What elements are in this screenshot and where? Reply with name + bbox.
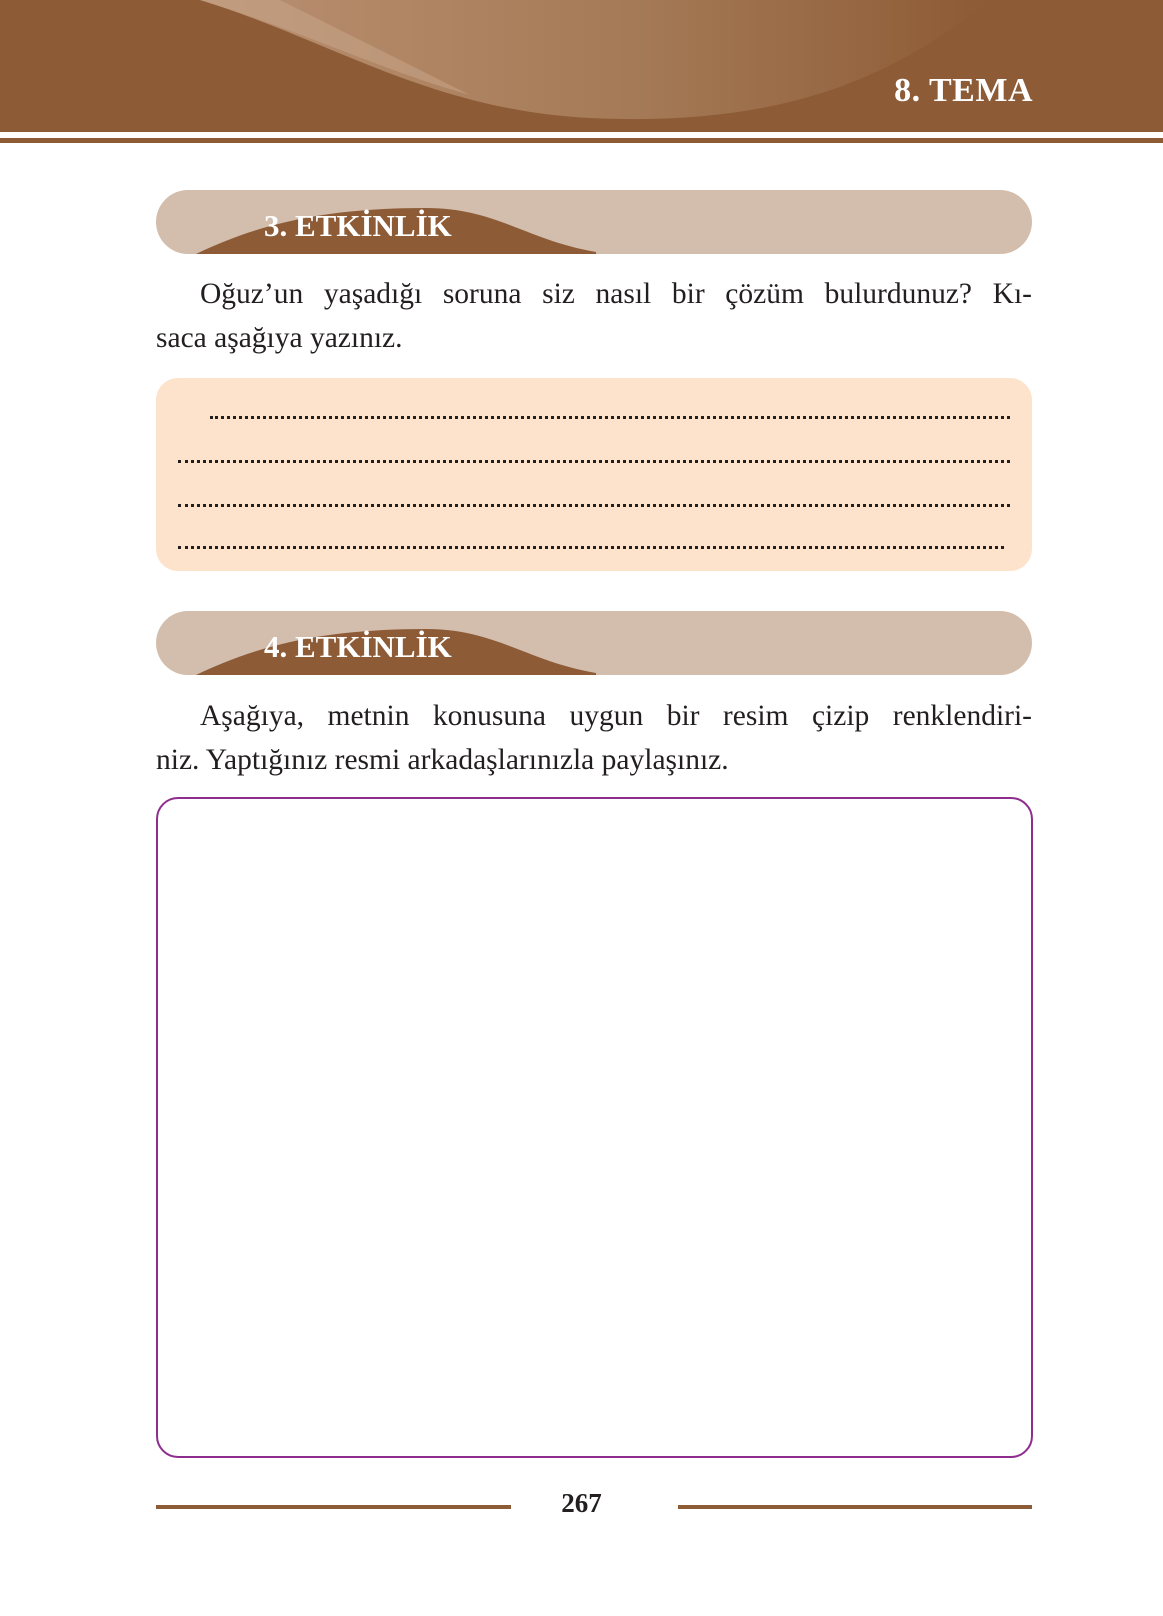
- activity-3-instruction: [156, 272, 1032, 360]
- activity-4-instruction-line-2: niz. Yaptığınız resmi arkadaşlarınızla paylaşınız.: [156, 744, 729, 776]
- activity-3-instruction-line-1: Oğuz’un yaşadığı soruna siz nasıl bir çözüm bulurdunuz? Kı-: [200, 278, 1032, 310]
- activity-4-instruction: [156, 694, 1032, 782]
- header-rule: [0, 138, 1163, 143]
- drawing-area[interactable]: [156, 797, 1033, 1458]
- activity-4-instruction-line-1: Aşağıya, metnin konusuna uygun bir resim çizip renklendiri-: [200, 700, 1032, 732]
- answer-line-2[interactable]: [178, 448, 1010, 463]
- theme-title: 8. TEMA: [894, 72, 1033, 109]
- page-number: 267: [561, 1488, 602, 1518]
- answer-line-4[interactable]: [178, 534, 1004, 549]
- header-band: [0, 0, 1163, 132]
- activity-3-banner: [156, 190, 1032, 254]
- header-decoration: [0, 0, 1163, 132]
- answer-line-1[interactable]: [210, 404, 1010, 419]
- answer-box[interactable]: [156, 378, 1032, 571]
- activity-4-title: 4. ETKİNLİK: [264, 629, 452, 664]
- activity-3-instruction-line-2: saca aşağıya yazınız.: [156, 322, 403, 354]
- answer-line-3[interactable]: [178, 492, 1010, 507]
- activity-4-banner: [156, 611, 1032, 675]
- activity-3-title: 3. ETKİNLİK: [264, 208, 452, 243]
